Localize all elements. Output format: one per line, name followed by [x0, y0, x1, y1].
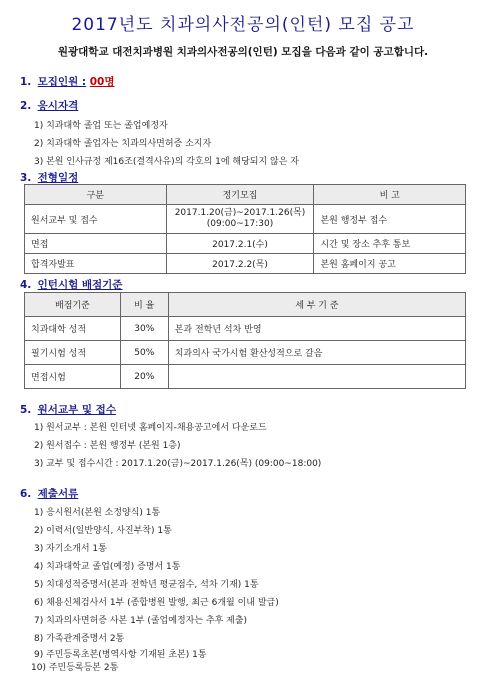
- list-item: 3) 본원 인사규정 제16조(결격사유)의 각호의 1에 해당되지 않은 자: [34, 157, 299, 167]
- section-label: 제출서류: [37, 488, 79, 500]
- table-header-cell: 배점기준: [25, 293, 121, 317]
- section-number: 6.: [20, 488, 32, 500]
- table-cell: 본원 행정부 접수: [314, 205, 466, 234]
- scoring-table: [24, 292, 466, 389]
- section-label: 응시자격: [37, 100, 79, 112]
- table-header-cell: 구분: [25, 185, 167, 205]
- table-cell: 30%: [120, 317, 168, 341]
- list-item: 4) 치과대학교 졸업(예정) 증명서 1통: [34, 562, 181, 572]
- schedule-table: [24, 184, 466, 274]
- list-item: 2) 이력서(일반양식, 사진부착) 1통: [34, 526, 172, 536]
- date-range: 2017.1.20(금)~2017.1.26(목): [174, 208, 306, 218]
- table-cell: 치과의사 국가시험 환산성적으로 갈음: [168, 341, 465, 365]
- list-item: 7) 치과의사면허증 사본 1부 (졸업예정자는 추후 제출): [34, 616, 248, 626]
- section-number: 1.: [20, 76, 32, 88]
- table-header-row: [25, 293, 466, 317]
- section-label: 인턴시험 배점기준: [37, 279, 123, 291]
- list-item: 5) 치대성적증명서(본과 전학년 평균점수, 석차 기재) 1통: [34, 580, 259, 590]
- list-item: 9) 주민등록초본(병역사항 기재된 초본) 1통: [34, 650, 207, 660]
- list-item: 1) 원서교부 : 본원 인터넷 홈페이지-채용공고에서 다운로드: [34, 423, 267, 433]
- list-item: 1) 응시원서(본원 소정양식) 1통: [34, 508, 161, 518]
- table-row: [25, 341, 466, 365]
- recruit-count: 00명: [89, 76, 115, 88]
- page-title: 2017년도 치과의사전공의(인턴) 모집 공고: [71, 15, 415, 35]
- table-cell: 합격자발표: [25, 254, 167, 274]
- table-cell: 2017.2.2(목): [166, 254, 314, 274]
- section-label: 모집인원 :: [37, 76, 87, 88]
- table-row: [25, 234, 466, 254]
- table-row: [25, 205, 466, 234]
- intro-text: 원광대학교 대전치과병원 치과의사전공의(인턴) 모집을 다음과 같이 공고합니다.: [57, 46, 429, 58]
- table-cell: 면접시험: [25, 365, 121, 389]
- table-cell: 2017.2.1(수): [166, 234, 314, 254]
- table-cell: 필기시험 성적: [25, 341, 121, 365]
- list-item: 6) 채용신체검사서 1부 (종합병원 발행, 최근 6개월 이내 발급): [34, 598, 279, 608]
- section-2-heading: [20, 98, 78, 113]
- list-item: 8) 가족관계증명서 2통: [34, 634, 125, 644]
- table-row: [25, 365, 466, 389]
- section-label: 전형일정: [37, 172, 79, 184]
- table-header-cell: 정기모집: [166, 185, 314, 205]
- table-header-cell: 비 율: [120, 293, 168, 317]
- time-range: (09:00~17:30): [206, 219, 274, 229]
- table-cell: [168, 365, 465, 389]
- list-item: 10) 주민등록등본 2통: [31, 663, 119, 673]
- table-cell: 50%: [120, 341, 168, 365]
- table-header-cell: 비 고: [314, 185, 466, 205]
- section-6-heading: [20, 486, 78, 501]
- list-item: 3) 교부 및 접수시간 : 2017.1.20(금)~2017.1.26(목) (09:00~18:00): [34, 459, 322, 469]
- table-header-cell: 세 부 기 준: [168, 293, 465, 317]
- table-cell: 원서교부 및 접수: [25, 205, 167, 234]
- table-cell: 본과 전학년 석차 반영: [168, 317, 465, 341]
- section-number: 4.: [20, 279, 32, 291]
- section-number: 5.: [20, 404, 32, 416]
- table-cell: 치과대학 성적: [25, 317, 121, 341]
- section-1-heading: [20, 74, 115, 89]
- section-number: 3.: [20, 172, 32, 184]
- section-4-heading: [20, 277, 122, 292]
- table-cell: 20%: [120, 365, 168, 389]
- section-5-heading: [20, 402, 116, 417]
- list-item: 2) 원서접수 : 본원 행정부 (본원 1층): [34, 441, 181, 451]
- table-row: [25, 317, 466, 341]
- list-item: 3) 자기소개서 1통: [34, 544, 107, 554]
- table-cell: 시간 및 장소 추후 통보: [314, 234, 466, 254]
- table-cell: [166, 205, 314, 234]
- table-row: [25, 254, 466, 274]
- list-item: 1) 치과대학 졸업 또는 졸업예정자: [34, 121, 168, 131]
- table-header-row: [25, 185, 466, 205]
- section-number: 2.: [20, 100, 32, 112]
- section-label: 원서교부 및 접수: [37, 404, 116, 416]
- list-item: 2) 치과대학 졸업자는 치과의사면허증 소지자: [34, 139, 212, 149]
- table-cell: 면접: [25, 234, 167, 254]
- table-cell: 본원 홈페이지 공고: [314, 254, 466, 274]
- section-3-heading: [20, 170, 78, 185]
